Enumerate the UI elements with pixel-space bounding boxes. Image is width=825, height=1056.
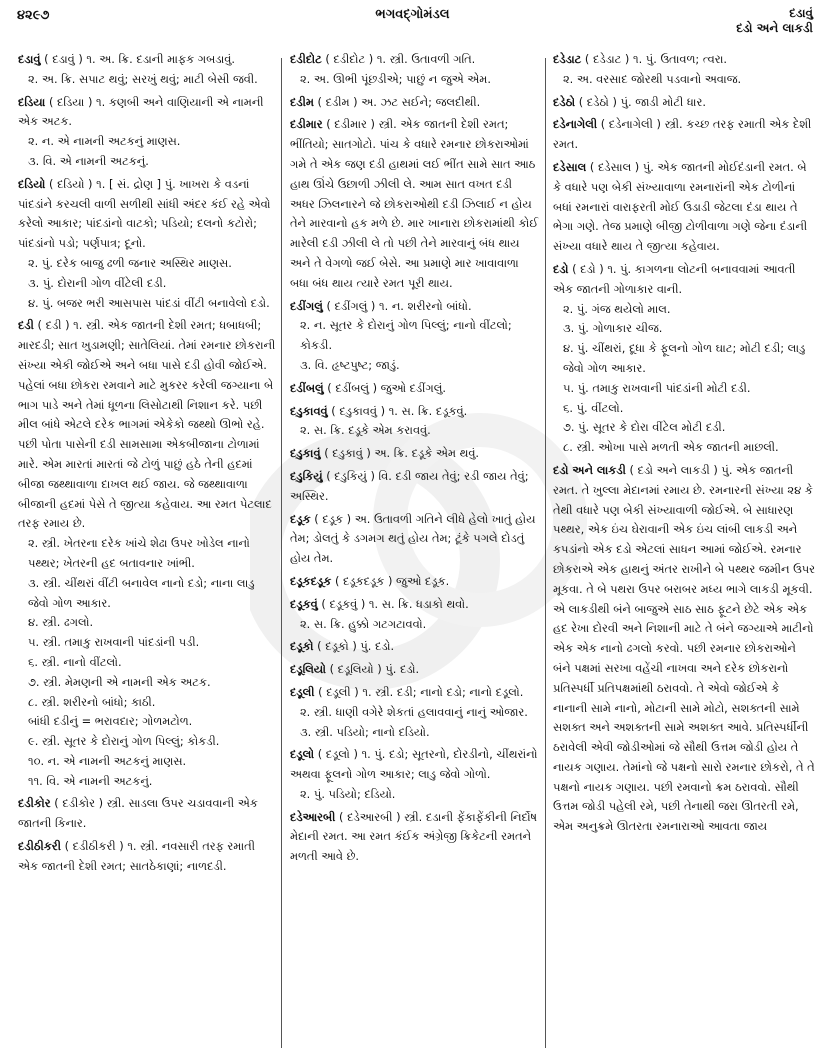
headword: દડાવું <box>18 52 41 66</box>
definition-text: પું. દડો. <box>385 662 420 677</box>
headword: દડુકિયું <box>290 468 323 483</box>
pronunciation: ( દડૂક ) <box>314 511 352 526</box>
definition-text: ૧. કણબી અને વાણિયાની એ નામની એક અટક. <box>18 94 264 129</box>
definition-text: ૧. [ સં. દ્રોણ ] પું. ખાખરા કે વડનાં પાંદડાંને કરચલી વાળી સળીથી સાંધી અંદર કંઈ રહે એવો કરેલો આકાર; પાંદડાંનો વાટકો; પડિયો; દલનો કટોરો; પાંદડાંનો પડો; પર્ણપાત્ર; દૂનો. <box>18 176 271 251</box>
pronunciation: ( દડેઆરબી ) <box>339 809 401 824</box>
pronunciation: ( દડાવું ) <box>44 52 83 66</box>
entry-main <box>290 510 540 569</box>
dictionary-entry <box>290 297 540 376</box>
dictionary-entry <box>290 637 540 657</box>
definition-text: ૧. સ. ક્રિ. ધડાકો થવો. <box>368 596 469 611</box>
pronunciation: ( દડૂલો ) <box>317 747 358 762</box>
dictionary-entry <box>18 837 276 877</box>
dictionary-entry <box>290 745 540 804</box>
definition-text: પું. જાડી મોટી ધાર. <box>620 94 706 109</box>
pronunciation: ( દડુકાવું ) <box>324 446 371 461</box>
guide-word-first: દડાવું <box>789 6 813 20</box>
sense-definition: ૨. અ. ઊભી પૂંછડીએ; પાછું ન જુએ એમ. <box>300 71 491 86</box>
entry-main <box>290 297 540 317</box>
headword: દડૂકો <box>290 639 314 654</box>
sense-definition: ૨. પું. પડિયો; દડિયો. <box>300 786 396 801</box>
sense-definition: ૫. પું. તમાકુ રાખવાની પાંદડાંની મોટી દડી. <box>563 380 751 395</box>
dictionary-entry <box>18 93 276 172</box>
pronunciation: ( દડિયો ) <box>49 176 93 191</box>
sense-definition: બાંધી દડીનું = ભરાવદાર; ગોળમટોળ. <box>28 714 193 729</box>
guide-word-last: દડો અને લાકડી <box>736 21 813 35</box>
entry-main <box>18 50 276 70</box>
sense-definition: ૯. સ્ત્રી. સૂતર કે દોરાનું ગોળ પિલ્લું; કોકડી. <box>28 734 220 749</box>
dictionary-entry <box>553 158 815 257</box>
definition-text: ૧. ન. શરીરનો બાંધો. <box>379 298 472 313</box>
sense-definition: ૩. સ્ત્રી. ચીંથરાં વીંટી બનાવેલ નાનો દડો; નાના લાડુ જેવો ગોળ આકાર. <box>28 575 255 610</box>
dictionary-entry <box>553 93 815 113</box>
entry-main <box>553 461 815 837</box>
headword: દડીંગલું <box>290 298 323 313</box>
dictionary-entry <box>553 115 815 155</box>
headword: દડીદોટ <box>290 52 322 66</box>
headword: દડેઆરબી <box>290 809 336 824</box>
pronunciation: ( દડી ) <box>37 318 70 333</box>
dictionary-entry <box>553 50 815 90</box>
headword: દડેડાટ <box>553 52 582 66</box>
definition-text: પું. એક જાતની મોઈદંડાની રમત. બે કે વધારે પણ બેકી સંખ્યાવાળા રમનારાંની એક ટોળીનાં બધાં રમનારાં વારાફરતી મોઈ ઉડાડી જેટલા દંડા થાય તે ભેગા ગણે. તેજ પ્રમાણે બીજી ટોળીવાળા ગણે જેના દંડાની સંખ્યા વધારે થાય તે જીત્યા કહેવાય. <box>553 159 808 254</box>
dictionary-entry <box>18 316 276 791</box>
sense-definition: ૪. સ્ત્રી. ઢગલો. <box>28 615 94 630</box>
sense-definition: ૨. અ. ક્રિ. સપાટ થવું; સરખું થવું; માટી બેસી જવી. <box>28 71 258 86</box>
headword: દડેનાગેલી <box>553 117 598 132</box>
sense-definition: ૩. વિ. એ નામની અટકનું. <box>28 153 149 168</box>
sense-definition: ૮. સ્ત્રી. શરીરનો બાંધો; કાઠી. <box>28 694 156 709</box>
dictionary-entry <box>18 794 276 834</box>
entry-main <box>18 175 276 254</box>
pronunciation: ( દડીમ ) <box>317 94 358 109</box>
definition-text: જુઓ દડીંગલું. <box>380 380 446 395</box>
dictionary-entry <box>290 379 540 399</box>
sense-definition: ૨. સ. ક્રિ. દડૂકે એમ કરાવવું. <box>300 423 431 438</box>
dictionary-entry <box>18 175 276 314</box>
page-header <box>0 0 825 46</box>
headword: દડેસાલ <box>553 159 587 174</box>
sense-definition: ૨. સ્ત્રી. ખેતરના દરેક ખાંચે શેઢા ઉપર ખોડેલ નાનો પથ્થર; ખેતરની હદ બતાવનાર ખાંભી. <box>28 536 250 570</box>
pronunciation: ( દડિયા ) <box>48 94 93 109</box>
pronunciation: ( દડેડાટ ) <box>584 52 630 66</box>
sense-definition: ૩. પું. દોરાની ગોળ વીંટેલી દડી. <box>28 275 167 290</box>
pronunciation: ( દડૂકદડૂક ) <box>334 573 393 588</box>
definition-text: પું. દડો. <box>360 639 395 654</box>
sense-definition: ૧૦. ન. એ નામની અટકનું માણસ. <box>28 753 187 768</box>
sense-definition: ૨. સ. ક્રિ. હુક્કો ગટગટાવવો. <box>300 616 427 631</box>
sense-definition: ૮. સ્ત્રી. ઓખા પાસે મળતી એક જાતની માછલી. <box>563 440 779 455</box>
pronunciation: ( દડીંબલું ) <box>327 380 378 395</box>
sense-definition: ૨. પું. ગંજ થયેલો માલ. <box>563 301 671 316</box>
sense-definition: ૩. વિ. હૃષ્ટપુષ્ટ; જાડું. <box>300 357 400 372</box>
sense-definition: ૫. સ્ત્રી. તમાકુ રાખવાની પાંદડાંની પડી. <box>28 635 200 650</box>
entry-main <box>290 660 540 680</box>
sense-definition: ૩. સ્ત્રી. પડિયો; નાનો દડિયો. <box>300 724 430 739</box>
headword: દડીમ <box>290 94 314 109</box>
definition-text: ૧. અ. ક્રિ. દડાની માફક ગબડાવું. <box>86 52 235 66</box>
entry-main <box>553 50 815 70</box>
headword: દડીંબલું <box>290 380 324 395</box>
sense-definition: ૬. પું. વીંટલો. <box>563 400 624 415</box>
pronunciation: ( દડીદોટ ) <box>325 52 374 66</box>
definition-text: અ. ક્રિ. દડૂકે એમ થવું. <box>374 446 480 461</box>
guide-words <box>736 6 813 36</box>
entry-main <box>290 595 540 615</box>
headword: દડુકાવવું <box>290 403 328 418</box>
definition-text: ૧. સ્ત્રી. ઉતાવળી ગતિ. <box>376 52 476 66</box>
definition-text: ૧. પું. દડો; સૂતરનો, દોરડીનો, ચીંથરાંનો અથવા ફૂલનો ગોળ આકાર; લાડુ જેવો ગોળો. <box>290 747 538 782</box>
sense-definition: ૧૧. વિ. એ નામની અટકનું. <box>28 773 153 788</box>
dictionary-entry <box>290 115 540 293</box>
pronunciation: ( દડુકિયું ) <box>326 468 375 483</box>
dictionary-entry <box>290 50 540 90</box>
dictionary-entry <box>290 595 540 635</box>
entry-main <box>18 93 276 133</box>
column-1 <box>18 50 276 880</box>
pronunciation: ( દડો ) <box>572 261 604 276</box>
sense-definition: ૬. સ્ત્રી. નાનો વીંટલો. <box>28 654 122 669</box>
pronunciation: ( દડૂલિયો ) <box>329 662 382 677</box>
definition-text: અ. ઉતાવળી ગતિને લીધે હેલો ખાતું હોય તેમ; ડોલતું કે ડગમગ થતું હોય તેમ; ટૂંકે પગલે દોડતું હોય તેમ. <box>290 511 536 566</box>
definition-text: અ. ઝટ સઈને; જલદીથી. <box>361 94 481 109</box>
dictionary-entry <box>290 93 540 113</box>
entry-main <box>290 379 540 399</box>
column-3 <box>553 50 815 840</box>
sense-definition: ૨. પું. દરેક બાજુ ઢળી જનાર અસ્થિર માણસ. <box>28 255 232 270</box>
dictionary-entry <box>290 467 540 507</box>
definition-text: સ્ત્રી. કચ્છ તરફ રમાતી એક દેશી રમત. <box>553 117 812 152</box>
definition-text: ૧. પું. ઉતાવળ; ત્વરા. <box>632 52 727 66</box>
book-title: ભગવદ્ગોમંડલ <box>375 7 450 22</box>
entry-main <box>290 115 540 293</box>
pronunciation: ( દડેસાલ ) <box>589 159 640 174</box>
column-divider <box>545 58 546 1048</box>
definition-text: સ્ત્રી. એક જાતની દેશી રમત; ભીંતિયો; સાતગોટો. પાંચ કે વધારે રમનાર છોકરાઓમાં ગમે તે એક જણ દડી હાથમાં લઈ ભીંત સામે સાત આઠ હાથ ઊંચે ઉછાળી ઝીલી લે. આમ સાત વખત દડી અધર ઝિલનારને જે છોકરાઓથી દડી ઝિલાઈ ન હોય તેને મારવાનો હક મળે છે. માર ખાનારા છોકરામાંથી કોઈ મારેલી દડી ઝીલી લે તો પછી તેને મારવાનું બંધ થાય અને તે વેગળો જઈ બેસે. આ પ્રમાણે માર ખાવાવાળા બધા બંધ થાય ત્યારે રમત પૂરી થાય. <box>290 117 539 290</box>
headword: દડીઠીકરી <box>18 839 61 854</box>
headword: દડેઠો <box>553 94 576 109</box>
dictionary-entry <box>553 461 815 837</box>
headword: દડિયા <box>18 94 46 109</box>
sense-definition: ૩. પું. ગોળાકાર ચીજ. <box>563 321 663 336</box>
headword: દડીમાર <box>290 117 323 132</box>
column-2 <box>290 50 540 870</box>
headword: દડો <box>553 261 569 276</box>
sense-definition: ૭. પું. સૂતર કે દોરા વીંટેલ મોટી દડી. <box>563 420 726 435</box>
headword: દડૂકદડૂક <box>290 573 332 588</box>
entry-main <box>290 93 540 113</box>
headword: દડૂલો <box>290 747 315 762</box>
entry-main <box>290 637 540 657</box>
entry-main <box>290 745 540 785</box>
entry-main <box>290 50 540 70</box>
definition-text: સ્ત્રી. દડાની ફેંકાફેંકીની નિર્દોષ મેદાની રમત. આ રમત કંઈક અંગ્રેજી ક્રિકેટની રમતને મળતી આવે છે. <box>290 809 537 864</box>
headword: દડી <box>18 318 34 333</box>
pronunciation: ( દડેઠો ) <box>578 94 617 109</box>
definition-text: ૧. સ્ત્રી. એક જાતની દેશી રમત; ધબાધબી; મારદડી; સાત ખુડામણી; સાતેલિયાં. તેમાં રમનાર છોકરાની સંખ્યા એકી જોઈએ અને બધા પાસે દડી હોવી જોઈએ. પહેલાં બધા છોકરા રમવાને માટે મુકરર કરેલી જગ્યાના બે ભાગ પાડે અને તેમાં ધૂળના લિસોટાથી નિશાન કરે. પછી મીલ બાંધે એટલે દરેક ભાગમાં એકેકો જથ્થો ઊભો રહે. પછી પોતા પાસેની દડી સામસામા એકબીજાના ટોળામાં મારે. એમ મારતાં મારતાં જે ટોળું પાછું હઠે તેની હદમાં બીજા જથ્થાવાળા દાખલ થઈ જાય. જે જથ્થાવાળા બીજાની હદમાં પેસે તે જીત્યા કહેવાય. આ રમત પેટલાદ તરફ રમાય છે. <box>18 318 276 531</box>
definition-text: ૧. પું. કાગળના લોટની બનાવવામાં આવતી એક જાતની ગોળાકાર વાની. <box>553 261 796 296</box>
pronunciation: ( દડીંગલું ) <box>326 298 376 313</box>
entry-main <box>553 115 815 155</box>
entry-main <box>290 683 540 703</box>
definition-text: પું. એક જાતની રમત. તે ખુલ્લા મેદાનમાં રમાય છે. રમનારની સંખ્યા ૨૪ કે તેથી વધારે પણ બેકી સંખ્યાવાળી જોઈએ. બે સાધારણ પથ્થર, એક ઇંચ ઘેરાવાની એક ઇંચ લાંબી લાકડી અને કપડાંનો એક દડો એટલાં સાધન આમાં જોઈએ. રમનાર છોકરાએ એક હાથનું અંતર રાખીને બે પથ્થર જમીન ઉપર મૂકવા. તે બે પથરા ઉપર બરાબર મધ્ય ભાગે લાકડી મૂકવી. એ લાકડીથી બંને બાજુએ સાઠ સાઠ ફૂટને છેટે એક એક હદ રેખા દોરવી અને નિશાની માટે તે બંને જગ્યાએ માટીનો એક એક નાનો ઢગલો કરવો. પછી રમનાર છોકરાઓને બંને પક્ષમાં સરખા વહેંચી નાખવા અને દરેક છોકરાનો પ્રતિસ્પર્ધી પ્રતિપક્ષમાંથી ઠરાવવો. તે એવો જોઈએ કે નાનાની સામે નાનો, મોટાની સામે મોટો, સશક્તની સામે સશક્ત અને અશક્તની સામે અશક્ત આવે. પ્રતિસ્પર્ધીની ઠરાવેલી એવી જોડીઓમાં જે સૌથી ઉત્તમ જોડી હોય તે નાયક ગણાય. તેમાંનો જે પક્ષનો સારો રમનાર છોકરો, તે તે પક્ષનો નાયક ગણાય. પછી રમવાનો ક્રમ ઠરાવવો. સૌથી ઉત્તમ જોડી પહેલી રમે, પછી તેનાથી જરા ઊતરતી રમે, એમ અનુક્રમે ઊતરતા રમનારાઓ આવતા જાય <box>553 462 815 834</box>
definition-text: ૧. સ્ત્રી. નવસારી તરફ રમાતી એક જાતની દેશી રમત; સાતઠેકાણાં; નાળદડી. <box>18 839 255 873</box>
sense-definition: ૨. ન. એ નામની અટકનું માણસ. <box>28 134 181 149</box>
sense-definition: ૪. પું. બજર ભરી આસપાસ પાંદડાં વીંટી બનાવેલો દડો. <box>28 295 270 310</box>
sense-definition: ૨. અ. વરસાદ જોરથી પડવાનો અવાજ. <box>563 71 742 86</box>
definition-text: જુઓ દડૂક. <box>396 573 450 588</box>
entry-main <box>290 572 540 592</box>
dictionary-entry <box>290 444 540 464</box>
pronunciation: ( દડો અને લાકડી ) <box>629 462 718 477</box>
sense-definition: ૨. ન. સૂતર કે દોરાનું ગોળ પિલ્લું; નાનો વીંટલો; કોકડી. <box>300 318 512 353</box>
pronunciation: ( દડીઠીકરી ) <box>64 839 124 854</box>
headword: દડૂલી <box>290 684 315 699</box>
definition-text: વિ. દડી જાય તેવું; રડી જાય તેવું; અસ્થિર. <box>290 468 529 503</box>
headword: દડો અને લાકડી <box>553 462 626 477</box>
headword: દડૂલિયો <box>290 662 326 677</box>
headword: દડૂક <box>290 511 311 526</box>
dictionary-entry <box>290 808 540 867</box>
sense-definition: ૪. પું. ચીંથરાં, દૂધા કે ફૂલનો ગોળ ઘાટ; મોટી દડી; લાડુ જેવો ગોળ આકાર. <box>563 341 806 375</box>
dictionary-entry <box>553 260 815 458</box>
column-divider <box>281 58 282 1048</box>
entry-main <box>553 158 815 257</box>
pronunciation: ( દડૂકો ) <box>317 639 357 654</box>
sense-definition: ૨. સ્ત્રી. ધાણી વગેરે શેકતાં હલાવવાનું નાનું ઓજાર. <box>300 704 528 719</box>
dictionary-entry <box>290 683 540 742</box>
dictionary-entry <box>290 660 540 680</box>
definition-text: ૧. સ્ત્રી. દડી; નાનો દડો; નાનો દડૂલો. <box>362 684 524 699</box>
entry-main <box>553 93 815 113</box>
headword: દડિયો <box>18 176 46 191</box>
entry-main <box>290 808 540 867</box>
headword: દડીકોર <box>18 796 51 811</box>
pronunciation: ( દડૂકવું ) <box>321 596 366 611</box>
entry-main <box>290 402 540 422</box>
pronunciation: ( દડુકાવવું ) <box>331 403 386 418</box>
pronunciation: ( દડૂલી ) <box>318 684 359 699</box>
dictionary-entry <box>290 510 540 569</box>
definition-text: સ્ત્રી. સાડલા ઉપર ચડાવવાની એક જાતની કિનાર. <box>18 796 258 831</box>
pronunciation: ( દડીકોર ) <box>54 796 104 811</box>
pronunciation: ( દડીમાર ) <box>326 117 375 132</box>
dictionary-entry <box>290 402 540 442</box>
dictionary-entry <box>18 50 276 90</box>
entry-main <box>290 444 540 464</box>
entry-main <box>290 467 540 507</box>
headword: દડૂકવું <box>290 596 318 611</box>
headword: દડુકાવું <box>290 446 321 461</box>
pronunciation: ( દડેનાગેલી ) <box>600 117 661 132</box>
entry-main <box>18 316 276 534</box>
entry-main <box>553 260 815 300</box>
entry-main <box>18 794 276 834</box>
entry-main <box>18 837 276 877</box>
dictionary-entry <box>290 572 540 592</box>
sense-definition: ૭. સ્ત્રી. મેમણની એ નામની એક અટક. <box>28 674 211 689</box>
page-number: ૪૨૯૭ <box>17 8 50 23</box>
definition-text: ૧. સ. ક્રિ. દડૂકવું. <box>388 403 468 418</box>
